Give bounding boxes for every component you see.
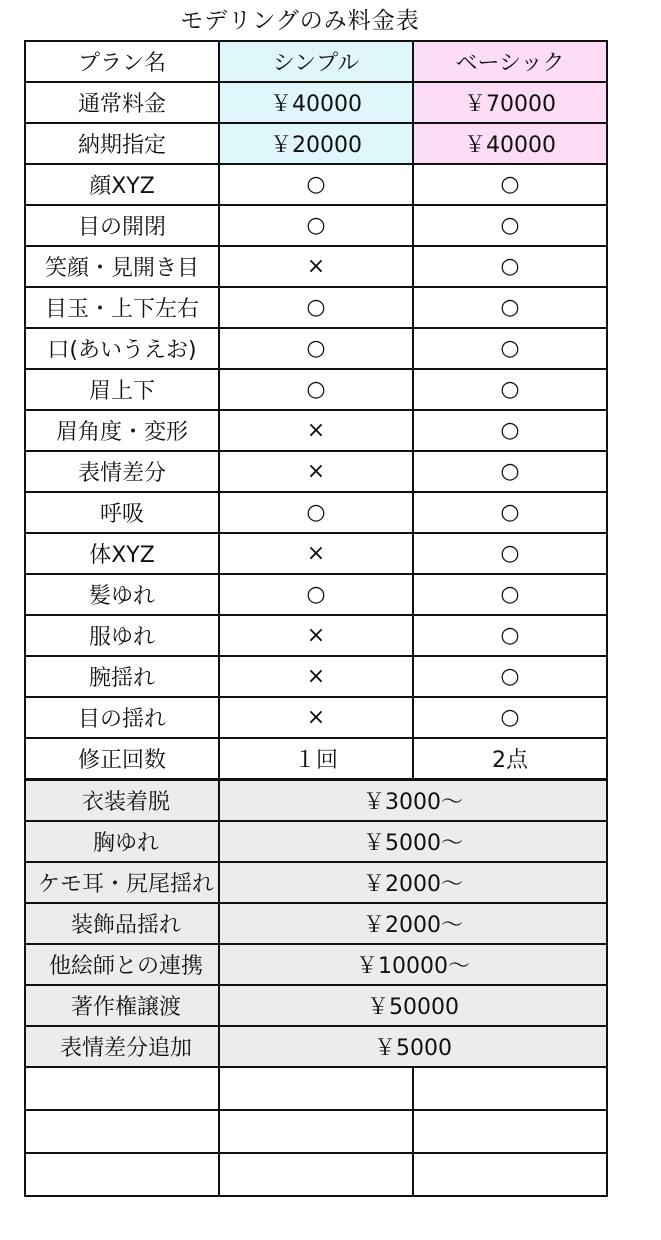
simple-mark: × <box>219 697 413 738</box>
option-price: ￥5000 <box>219 1026 607 1067</box>
blank-cell <box>219 1067 413 1110</box>
basic-mark: ○ <box>413 164 607 205</box>
option-label: 装飾品揺れ <box>25 903 219 944</box>
page-title: モデリングのみ料金表 <box>180 8 420 34</box>
blank-row <box>25 1067 607 1110</box>
basic-mark: ○ <box>413 369 607 410</box>
basic-mark: ○ <box>413 410 607 451</box>
blank-cell <box>25 1153 219 1196</box>
feature-row <box>25 246 607 287</box>
basic-mark: ○ <box>413 492 607 533</box>
simple-mark: ○ <box>219 287 413 328</box>
blank-cell <box>219 1110 413 1153</box>
feature-row <box>25 451 607 492</box>
feature-label: 目の開閉 <box>25 205 219 246</box>
option-price: ￥10000～ <box>219 944 607 985</box>
option-price: ￥2000～ <box>219 903 607 944</box>
blank-cell <box>413 1067 607 1110</box>
basic-mark: ○ <box>413 697 607 738</box>
simple-mark: × <box>219 451 413 492</box>
revision-row <box>25 738 607 780</box>
feature-row <box>25 328 607 369</box>
feature-row <box>25 287 607 328</box>
basic-revisions: 2点 <box>413 738 607 780</box>
simple-mark: × <box>219 246 413 287</box>
feature-label: 服ゆれ <box>25 615 219 656</box>
feature-row <box>25 164 607 205</box>
simple-mark: ○ <box>219 205 413 246</box>
option-row <box>25 903 607 944</box>
basic-mark: ○ <box>413 287 607 328</box>
feature-label: 表情差分 <box>25 451 219 492</box>
feature-row <box>25 492 607 533</box>
feature-label: 笑顔・見開き目 <box>25 246 219 287</box>
feature-row <box>25 410 607 451</box>
basic-mark: ○ <box>413 615 607 656</box>
feature-row <box>25 574 607 615</box>
basic-mark: ○ <box>413 205 607 246</box>
simple-mark: ○ <box>219 492 413 533</box>
option-row <box>25 780 607 822</box>
option-row <box>25 821 607 862</box>
simple-plan-header: シンプル <box>219 41 413 82</box>
option-row <box>25 985 607 1026</box>
price-label: 通常料金 <box>25 82 219 123</box>
feature-label: 口(あいうえお) <box>25 328 219 369</box>
feature-label: 目の揺れ <box>25 697 219 738</box>
simple-mark: × <box>219 615 413 656</box>
blank-cell <box>413 1110 607 1153</box>
feature-label: 体XYZ <box>25 533 219 574</box>
feature-row <box>25 369 607 410</box>
plan-label-cell: プラン名 <box>25 41 219 82</box>
feature-label: 眉上下 <box>25 369 219 410</box>
basic-mark: ○ <box>413 533 607 574</box>
option-label: 著作権譲渡 <box>25 985 219 1026</box>
basic-mark: ○ <box>413 451 607 492</box>
blank-cell <box>413 1153 607 1196</box>
feature-label: 眉角度・変形 <box>25 410 219 451</box>
basic-price: ￥70000 <box>413 82 607 123</box>
option-row <box>25 1026 607 1067</box>
option-label: 胸ゆれ <box>25 821 219 862</box>
option-row <box>25 862 607 903</box>
feature-label: 腕揺れ <box>25 656 219 697</box>
basic-plan-header: ベーシック <box>413 41 607 82</box>
basic-price: ￥40000 <box>413 123 607 164</box>
feature-row <box>25 697 607 738</box>
feature-label: 顔XYZ <box>25 164 219 205</box>
option-label: ケモ耳・尻尾揺れ <box>25 862 219 903</box>
simple-mark: ○ <box>219 328 413 369</box>
simple-revisions: １回 <box>219 738 413 780</box>
simple-mark: × <box>219 533 413 574</box>
feature-label: 髪ゆれ <box>25 574 219 615</box>
simple-price: ￥20000 <box>219 123 413 164</box>
header-row <box>25 41 607 82</box>
option-label: 他絵師との連携 <box>25 944 219 985</box>
price-table <box>24 40 608 1197</box>
option-price: ￥50000 <box>219 985 607 1026</box>
simple-mark: × <box>219 656 413 697</box>
blank-row <box>25 1110 607 1153</box>
basic-mark: ○ <box>413 246 607 287</box>
feature-row <box>25 533 607 574</box>
feature-label: 目玉・上下左右 <box>25 287 219 328</box>
feature-label: 修正回数 <box>25 738 219 780</box>
blank-row <box>25 1153 607 1196</box>
option-row <box>25 944 607 985</box>
option-price: ￥5000～ <box>219 821 607 862</box>
simple-mark: × <box>219 410 413 451</box>
basic-mark: ○ <box>413 328 607 369</box>
simple-mark: ○ <box>219 574 413 615</box>
blank-cell <box>25 1067 219 1110</box>
basic-mark: ○ <box>413 574 607 615</box>
feature-row <box>25 205 607 246</box>
price-row <box>25 123 607 164</box>
option-label: 表情差分追加 <box>25 1026 219 1067</box>
feature-row <box>25 656 607 697</box>
simple-price: ￥40000 <box>219 82 413 123</box>
feature-row <box>25 615 607 656</box>
blank-cell <box>25 1110 219 1153</box>
option-price: ￥3000～ <box>219 780 607 822</box>
simple-mark: ○ <box>219 369 413 410</box>
option-price: ￥2000～ <box>219 862 607 903</box>
basic-mark: ○ <box>413 656 607 697</box>
feature-label: 呼吸 <box>25 492 219 533</box>
option-label: 衣装着脱 <box>25 780 219 822</box>
price-row <box>25 82 607 123</box>
blank-cell <box>219 1153 413 1196</box>
simple-mark: ○ <box>219 164 413 205</box>
price-label: 納期指定 <box>25 123 219 164</box>
